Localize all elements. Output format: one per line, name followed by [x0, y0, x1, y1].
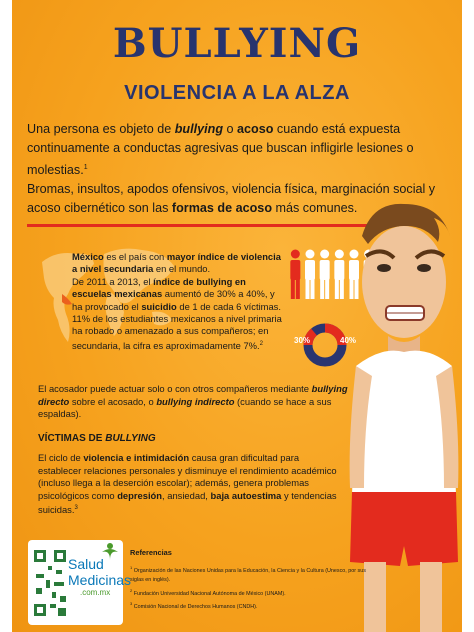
stats-text: aumentó de 30% a 40%, y ha provocado el [72, 288, 275, 312]
reference-number: 2 [130, 587, 133, 593]
victims-bold: depresión [117, 489, 163, 501]
victims-bold: violencia e intimidación [83, 452, 190, 463]
victims-bold: baja autoestima [210, 489, 282, 501]
victims-text: El ciclo de [38, 452, 84, 463]
person-figure-icon [305, 250, 315, 300]
aggressor-paragraph [38, 383, 348, 421]
poster-subtitle: VIOLENCIA A LA ALZA [124, 82, 350, 104]
donut-label-from: 30% [294, 336, 311, 345]
references-title: Referencias [130, 548, 172, 557]
red-divider [27, 224, 379, 227]
infographic-poster [12, 0, 462, 632]
aggressor-text: sobre el acosado, o [69, 395, 157, 407]
victims-heading-term: BULLYING [105, 433, 156, 444]
stats-text: es el país con [103, 251, 167, 262]
mexico-stats [72, 251, 284, 352]
aggressor-text: (cuando se hace a sus espaldas). [38, 395, 332, 420]
reference-item [130, 586, 380, 599]
person-figure-icon [290, 250, 300, 300]
logo-text-salud: Salud [68, 556, 104, 572]
stats-bold: mayor índice de violencia a nivel secundaria [72, 251, 281, 275]
stats-bold: México [72, 251, 104, 262]
reference-text: Organización de las Naciones Unidas para la Educación, la Ciencia y la Cultura (Unesco, por sus siglas en inglés). [130, 567, 366, 584]
references-section [130, 548, 380, 612]
logo-text-medicinas: Medicinas [68, 572, 132, 588]
intro-text: cuando está expuesta continuamente a conductas agresivas que buscan infligirle lesiones o molestias. [27, 122, 414, 178]
reference-text: Comisión Nacional de Derechos Humanos (CNDH). [133, 603, 258, 610]
victims-text: , ansiedad, [162, 489, 211, 501]
stats-text: De 2011 a 2013, el [72, 275, 154, 287]
reference-number: 3 [130, 600, 133, 606]
logo-text-domain: .com.mx [80, 588, 111, 597]
intro-bold-term: acoso [237, 122, 274, 136]
footnote-marker: 2 [259, 340, 263, 347]
person-figure-icon [320, 250, 330, 300]
victims-text: y tendencias suicidas. [38, 489, 337, 516]
intro-text: más comunes. [272, 201, 358, 216]
reference-text: Fundación Universidad Nacional Autónoma de México (UNAM). [133, 590, 286, 597]
stats-bold: suicidio [141, 300, 177, 312]
intro-bold-term: bullying [174, 122, 224, 136]
intro-text: o [223, 122, 238, 136]
stats-text: de 1 de cada 6 víctimas. [176, 300, 281, 312]
stats-bold: índice de bullying en escuelas mexicanas [72, 275, 246, 300]
victims-heading-text: VÍCTIMAS DE [38, 433, 106, 444]
stats-text: en el mundo. [153, 263, 211, 275]
reference-number: 1 [130, 565, 133, 570]
victims-text: causa gran dificultad para establecer relaciones personales y disminuye el rendimiento académico (incluso llega a la deserción escolar); además, genera problemas psicológicos como [38, 452, 337, 501]
donut-label-to: 40% [340, 336, 357, 345]
poster-title: BULLYING [112, 20, 362, 67]
reference-item [130, 563, 380, 586]
stats-text: 11% de los estudiantes mexicanos a nivel primaria ha robado o amenazado a sus compañeros; en secundaria, la cifra es aproximadamente 7%. [72, 313, 282, 351]
intro-bold-term: formas de acoso [171, 201, 273, 216]
victims-paragraph [38, 452, 343, 517]
footnote-marker: 1 [83, 164, 88, 171]
qr-code-icon [32, 548, 68, 618]
aggressor-bold: bullying indirecto [156, 395, 235, 407]
intro-text: Bromas, insultos, apodos ofensivos, violencia física, marginación social y acoso cibernético son las [27, 182, 436, 216]
footnote-marker: 3 [74, 505, 78, 512]
victims-heading [38, 433, 156, 444]
aggressor-bold: bullying directo [38, 383, 348, 407]
salud-medicinas-logo[interactable] [28, 540, 132, 625]
intro-text: Una persona es objeto de [27, 122, 175, 136]
aggressor-text: El acosador puede actuar solo o con otros compañeros mediante [38, 383, 312, 394]
reference-item [130, 599, 380, 612]
